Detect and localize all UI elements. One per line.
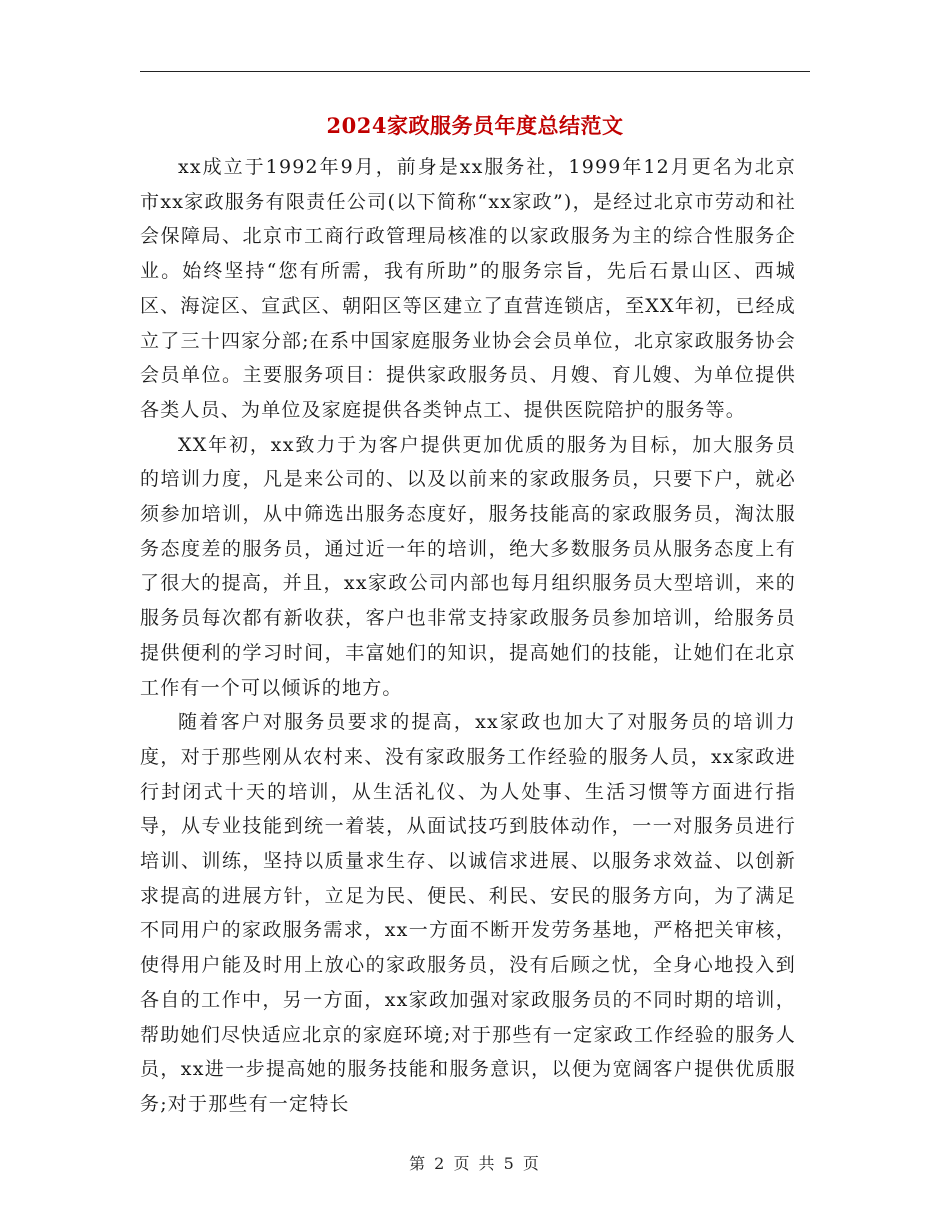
header-rule	[140, 71, 810, 72]
paragraph-1: xx成立于1992年9月，前身是xx服务社，1999年12月更名为北京市xx家政服务有限责任公司(以下简称“xx家政”)，是经过北京市劳动和社会保障局、北京市工商行政管理局核准的以家政服务为主的综合性服务企业。始终坚持“您有所需，我有所助”的服务宗旨，先后石景山区、西城区、海淀区、宣武区、朝阳区等区建立了直营连锁店，至XX年初，已经成立了三十四家分部;在系中国家庭服务业协会会员单位，北京家政服务协会会员单位。主要服务项目：提供家政服务员、月嫂、育儿嫂、为单位提供各类人员、为单位及家庭提供各类钟点工、提供医院陪护的服务等。	[140, 156, 796, 421]
page-number-footer: 第 2 页 共 5 页	[409, 1154, 541, 1173]
paragraph-2: XX年初，xx致力于为客户提供更加优质的服务为目标，加大服务员的培训力度，凡是来公司的、以及以前来的家政服务员，只要下户，就必须参加培训，从中筛选出服务态度好，服务技能高的家政服务员，淘汰服务态度差的服务员，通过近一年的培训，绝大多数服务员从服务态度上有了很大的提高，并且，xx家政公司内部也每月组织服务员大型培训，来的服务员每次都有新收获，客户也非常支持家政服务员参加培训，给服务员提供便利的学习时间，丰富她们的知识，提高她们的技能，让她们在北京工作有一个可以倾诉的地方。	[140, 433, 796, 699]
paragraph-3: 随着客户对服务员要求的提高，xx家政也加大了对服务员的培训力度，对于那些刚从农村来、没有家政服务工作经验的服务人员，xx家政进行封闭式十天的培训，从生活礼仪、为人处事、生活习惯等方面进行指导，从专业技能到统一着装，从面试技巧到肢体动作，一一对服务员进行培训、训练，坚持以质量求生存、以诚信求进展、以服务求效益、以创新求提高的进展方针，立足为民、便民、利民、安民的服务方向，为了满足不同用户的家政服务需求，xx一方面不断开发劳务基地，严格把关审核，使得用户能及时用上放心的家政服务员，没有后顾之忧，全身心地投入到各自的工作中，另一方面，xx家政加强对家政服务员的不同时期的培训，帮助她们尽快适应北京的家庭环境;对于那些有一定家政工作经验的服务人员，xx进一步提高她的服务技能和服务意识，以便为宽阔客户提供优质服务;对于那些有一定特长	[140, 711, 796, 1115]
document-body	[140, 150, 796, 1122]
document-title: 2024家政服务员年度总结范文	[326, 113, 624, 138]
